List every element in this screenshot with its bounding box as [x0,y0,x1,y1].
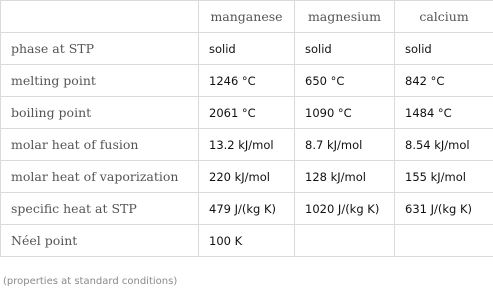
row-label: Néel point [1,225,199,257]
table-cell: 8.7 kJ/mol [295,129,395,161]
table-cell: 13.2 kJ/mol [199,129,295,161]
table-cell: 128 kJ/mol [295,161,395,193]
table-cell: 1020 J/(kg K) [295,193,395,225]
table-cell: 1090 °C [295,97,395,129]
table-cell: 842 °C [395,65,493,97]
row-label: boiling point [1,97,199,129]
table-cell: 1484 °C [395,97,493,129]
table-cell: solid [295,33,395,65]
table-cell: 155 kJ/mol [395,161,493,193]
footnote: (properties at standard conditions) [3,276,178,287]
header-row [1,1,493,33]
table-cell: 2061 °C [199,97,295,129]
row-label: phase at STP [1,33,199,65]
table-cell [395,225,493,257]
row-label: molar heat of vaporization [1,161,199,193]
table-row [1,225,493,257]
table-cell: 220 kJ/mol [199,161,295,193]
column-header: calcium [395,1,493,33]
table-row [1,65,493,97]
column-header: magnesium [295,1,395,33]
column-header: manganese [199,1,295,33]
table-row [1,33,493,65]
table-row [1,97,493,129]
table-cell: 631 J/(kg K) [395,193,493,225]
table-cell: 650 °C [295,65,395,97]
table-cell: solid [395,33,493,65]
row-label: melting point [1,65,199,97]
table-row [1,193,493,225]
table-cell: 100 K [199,225,295,257]
row-label: molar heat of fusion [1,129,199,161]
table-cell [295,225,395,257]
table-cell: 8.54 kJ/mol [395,129,493,161]
table-cell: 1246 °C [199,65,295,97]
table-row [1,129,493,161]
corner-cell [1,1,199,33]
table-cell: solid [199,33,295,65]
table-cell: 479 J/(kg K) [199,193,295,225]
table-row [1,161,493,193]
row-label: specific heat at STP [1,193,199,225]
